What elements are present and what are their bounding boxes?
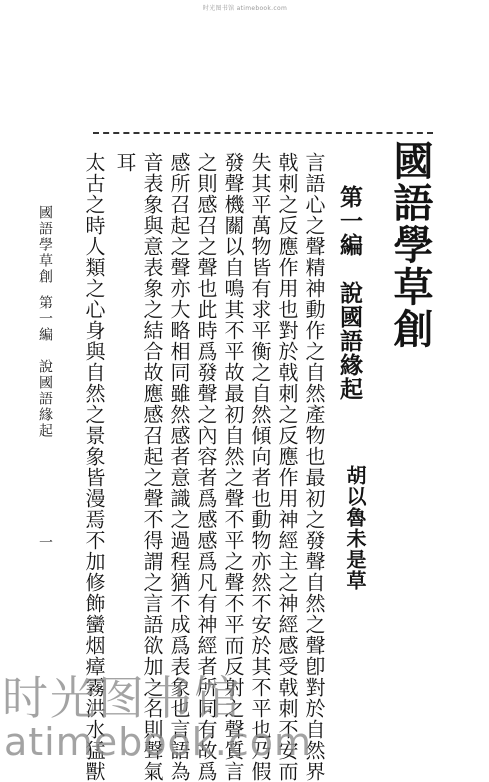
body-column: 太古之時人類之心身與自然之景象皆漫焉不加修飾蠻烟瘴霧洪水猛獸: [82, 152, 106, 782]
body-column: 言語心之聲精神動作之自然產物也最初之發聲自然之聲卽對於自然界: [302, 152, 326, 782]
running-head-section: 第一編 說國語緣起: [37, 295, 53, 439]
chapter-heading: 第一編 說國語緣起: [336, 185, 363, 401]
book-title: 國語學草創: [387, 140, 434, 350]
body-column: 失其平萬物皆有求平衡之自然傾向者也動物亦然不安於其不平也乃假: [248, 152, 272, 782]
body-column: 感所召起之聲亦大略相同雖然感者意識之過程猶不成爲表象也言語為: [167, 152, 191, 782]
running-head-book: 國語學草創: [37, 205, 53, 285]
body-column: 音表象與意表象之結合故應感召起之聲不得謂之言語欲加之名則聲氣: [140, 152, 164, 782]
body-column: 發聲機關以自鳴其不平故最初自然之聲不平之聲不平而反射之聲質言: [221, 152, 245, 782]
watermark-en: atimebook.com: [4, 720, 313, 764]
body-column: 之則感召之聲也此時爲發聲之內容者爲感感爲凡有神經者所同有故爲: [194, 152, 218, 782]
top-dashed-rule: [93, 132, 433, 134]
author-line: 胡以魯未是草: [343, 465, 367, 591]
watermark-cn: 时光图书馆: [2, 671, 242, 725]
source-site-text: 时光图书馆 atimebook.com: [202, 5, 288, 12]
body-column: 戟刺之反應作用也對於戟刺之反應作用神經主之神經感受戟刺不安而: [275, 152, 299, 782]
page-number: 一: [37, 535, 53, 551]
body-column: 耳: [113, 152, 137, 173]
